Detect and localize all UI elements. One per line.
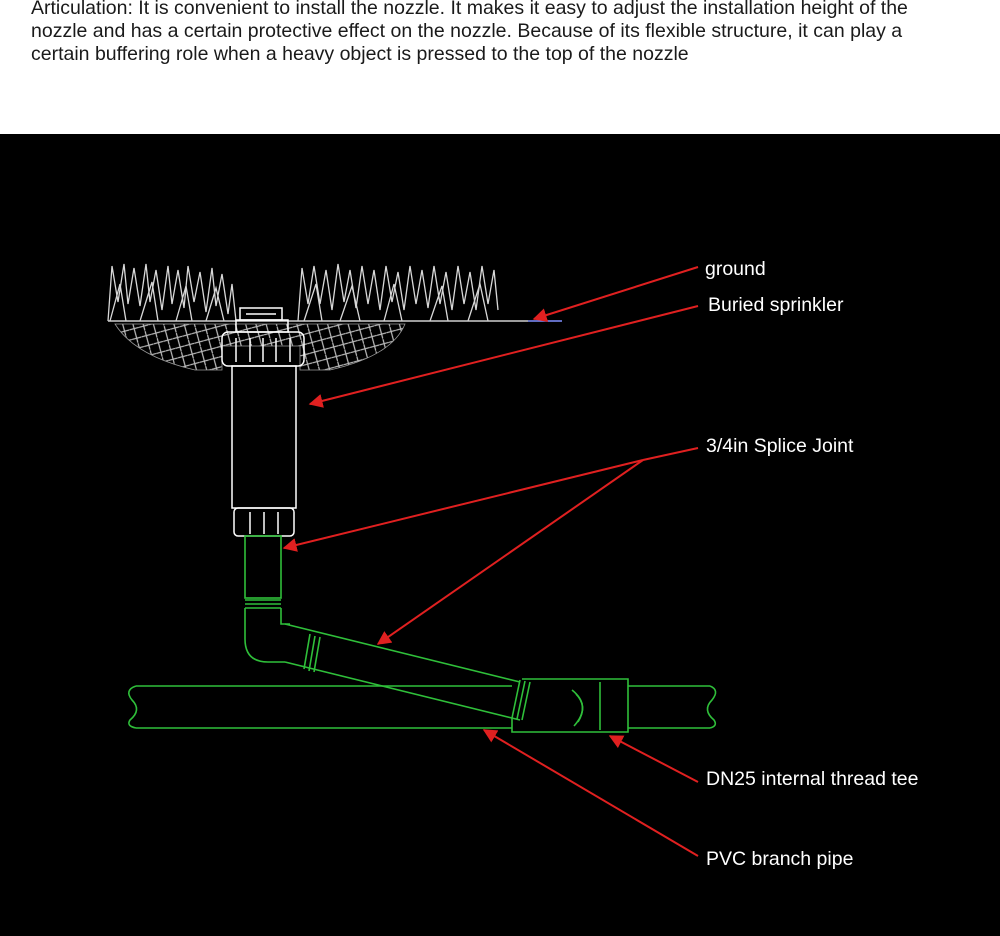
label-splice-joint: 3/4in Splice Joint <box>706 435 854 457</box>
leader-splice-joint-1 <box>643 448 698 460</box>
label-ground: ground <box>705 258 766 280</box>
diagram-panel <box>0 134 1000 936</box>
caption-text: Articulation: It is convenient to install the nozzle. It makes it easy to adjust the installation height of the nozzle and has a certain protective effect on the nozzle. Because of its flexible structure, it can play a certain buffering role when a heavy object is pressed to the top of the nozzle <box>31 0 908 65</box>
leader-splice-joint-2 <box>284 460 643 548</box>
leader-pvc-pipe <box>484 730 698 856</box>
grass-left <box>108 264 236 321</box>
grass-right <box>298 264 498 321</box>
label-pvc-pipe: PVC branch pipe <box>706 848 854 870</box>
leader-splice-joint-3 <box>378 460 643 644</box>
label-tee: DN25 internal thread tee <box>706 768 919 790</box>
leader-tee <box>610 736 698 782</box>
swing-joint <box>245 536 583 726</box>
soil-mound <box>115 324 405 370</box>
sprinkler-installation-diagram <box>0 134 1000 936</box>
label-buried-sprinkler: Buried sprinkler <box>708 294 844 316</box>
